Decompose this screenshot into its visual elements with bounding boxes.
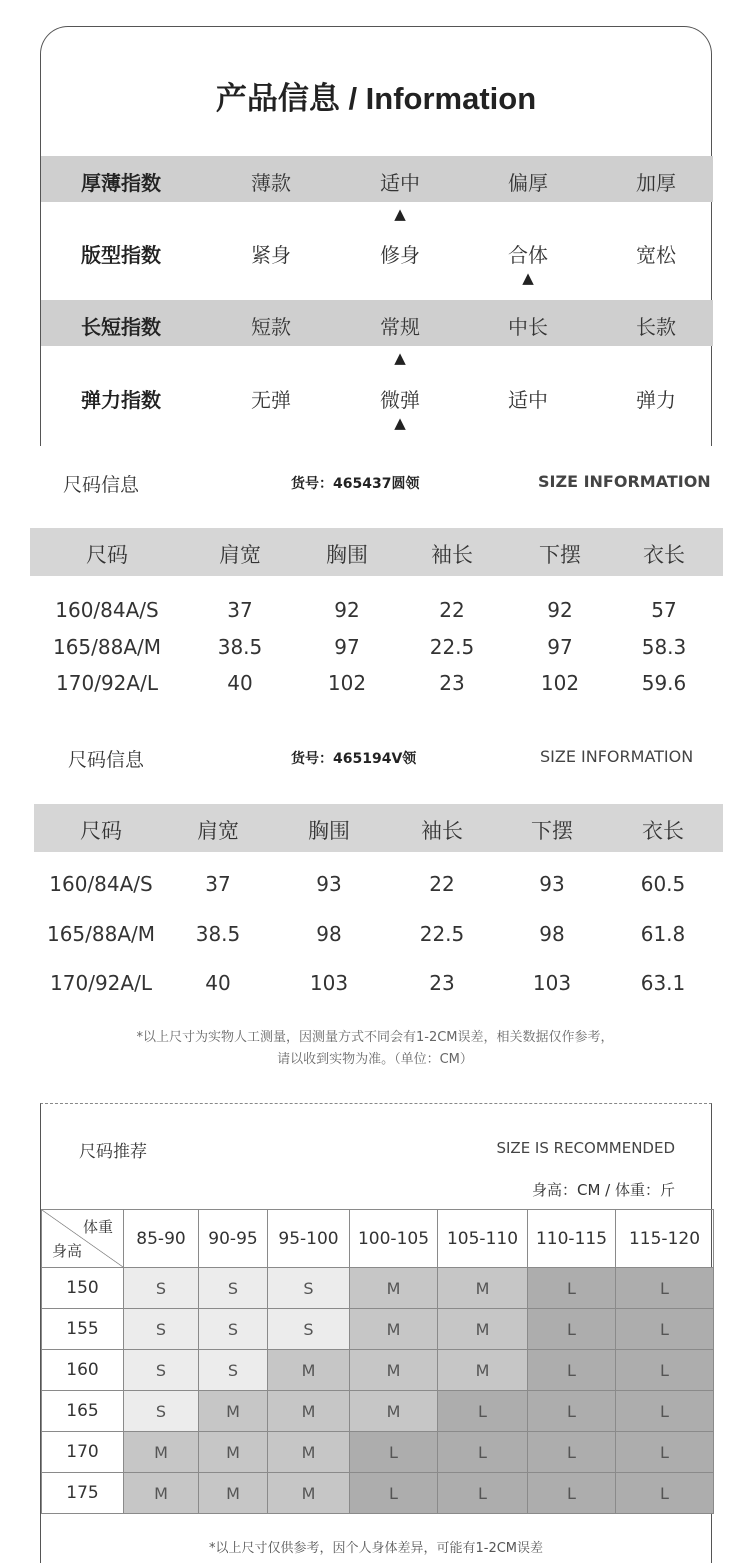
table-row — [0, 635, 750, 661]
size-info-title: 尺码信息 — [63, 474, 140, 496]
size-cell: S — [268, 1268, 350, 1309]
table-cell: 38.5 — [195, 922, 241, 946]
index-option: 合体 — [508, 243, 548, 267]
index-option: 弹力 — [636, 388, 676, 412]
size-cell: L — [616, 1473, 714, 1514]
table-cell: 160/84A/S — [49, 872, 153, 896]
table-cell: 22 — [429, 872, 455, 896]
table-cell: 63.1 — [640, 971, 686, 995]
table-row — [0, 971, 750, 997]
table-row — [42, 1309, 714, 1350]
column-header: 肩宽 — [197, 819, 239, 843]
selected-marker-icon: ▲ — [394, 414, 406, 432]
table-row — [42, 1391, 714, 1432]
index-option: 长款 — [636, 315, 676, 339]
thickness-index-label: 厚薄指数 — [81, 171, 161, 195]
table-cell: 23 — [439, 671, 465, 695]
weight-range-header: 95-100 — [268, 1210, 350, 1268]
weight-range-header: 110-115 — [528, 1210, 616, 1268]
table-cell: 102 — [327, 671, 367, 695]
size-cell: M — [438, 1309, 528, 1350]
length-index-row — [41, 300, 713, 346]
height-axis-label: 身高 — [52, 1242, 83, 1260]
height-cell: 175 — [42, 1473, 124, 1514]
size-cell: L — [616, 1432, 714, 1473]
size-cell: L — [528, 1391, 616, 1432]
index-option: 常规 — [380, 315, 420, 339]
size-cell: S — [124, 1350, 199, 1391]
diagonal-divider — [42, 1210, 123, 1267]
table-row — [0, 922, 750, 948]
size-recommendation-title: 尺码推荐 — [79, 1142, 147, 1162]
size-cell: M — [199, 1391, 268, 1432]
table-cell: 93 — [539, 872, 565, 896]
table-cell: 57 — [651, 598, 677, 622]
table-cell: 165/88A/M — [52, 635, 162, 659]
size-cell: L — [616, 1309, 714, 1350]
elasticity-index-label: 弹力指数 — [81, 388, 161, 412]
size-cell: M — [438, 1268, 528, 1309]
size-cell: M — [124, 1473, 199, 1514]
column-header: 胸围 — [308, 819, 350, 843]
measurement-note-line-2: 请以收到实物为准。（单位：CM） — [277, 1052, 473, 1067]
weight-range-header: 90-95 — [199, 1210, 268, 1268]
size-cell: L — [528, 1473, 616, 1514]
item-code: 货号：465194V领 — [291, 751, 417, 767]
size-cell: S — [124, 1268, 199, 1309]
table-cell: 40 — [205, 971, 231, 995]
size-cell: S — [268, 1309, 350, 1350]
corner-header-cell — [42, 1210, 124, 1268]
table-cell: 58.3 — [641, 635, 687, 659]
column-header: 袖长 — [421, 819, 463, 843]
table-cell: 97 — [547, 635, 573, 659]
size-cell: M — [268, 1473, 350, 1514]
column-header: 衣长 — [643, 543, 685, 567]
size-recommendation-en: SIZE IS RECOMMENDED — [496, 1139, 675, 1157]
weight-range-header: 85-90 — [124, 1210, 199, 1268]
size-cell: M — [268, 1432, 350, 1473]
size-cell: M — [350, 1391, 438, 1432]
measurement-note-line-1: *以上尺寸为实物人工测量，因测量方式不同会有1-2CM误差，相关数据仅作参考， — [136, 1030, 614, 1045]
column-header: 衣长 — [642, 819, 684, 843]
elasticity-index-row — [41, 346, 713, 444]
table-cell: 22.5 — [419, 922, 465, 946]
size-cell: S — [199, 1268, 268, 1309]
table-cell: 22 — [439, 598, 465, 622]
size-info-title: 尺码信息 — [68, 749, 145, 771]
size-cell: L — [528, 1309, 616, 1350]
index-option: 紧身 — [251, 243, 291, 267]
table-cell: 98 — [539, 922, 565, 946]
size-recommendation-card — [40, 1103, 712, 1563]
column-header: 下摆 — [531, 819, 573, 843]
size-info-en: SIZE INFORMATION — [540, 747, 694, 766]
size-info-en: SIZE INFORMATION — [538, 472, 711, 491]
size-table-2-header — [34, 804, 723, 852]
weight-range-header: 105-110 — [438, 1210, 528, 1268]
size-cell: L — [616, 1268, 714, 1309]
table-cell: 22.5 — [429, 635, 475, 659]
index-option: 短款 — [251, 315, 291, 339]
height-cell: 170 — [42, 1432, 124, 1473]
index-option: 中长 — [508, 315, 548, 339]
table-cell: 170/92A/L — [56, 671, 158, 695]
selected-marker-icon: ▲ — [522, 269, 534, 287]
index-option: 修身 — [380, 243, 420, 267]
index-option: 加厚 — [636, 171, 676, 195]
size-cell: L — [528, 1350, 616, 1391]
size-info-header-2 — [0, 745, 750, 775]
measurement-note — [0, 1027, 750, 1071]
size-cell: S — [124, 1391, 199, 1432]
size-cell: L — [438, 1391, 528, 1432]
size-cell: M — [350, 1268, 438, 1309]
table-row — [0, 872, 750, 898]
size-recommendation-table — [41, 1209, 714, 1514]
size-cell: S — [124, 1309, 199, 1350]
thickness-index-row — [41, 156, 713, 202]
size-cell: M — [268, 1350, 350, 1391]
item-code: 货号：465437圆领 — [291, 476, 420, 492]
size-cell: M — [199, 1432, 268, 1473]
table-row — [42, 1432, 714, 1473]
size-table-1-header — [30, 528, 723, 576]
size-cell: M — [268, 1391, 350, 1432]
column-header: 尺码 — [80, 819, 122, 843]
table-cell: 92 — [334, 598, 360, 622]
table-cell: 103 — [309, 971, 349, 995]
table-row — [42, 1473, 714, 1514]
table-cell: 97 — [334, 635, 360, 659]
size-cell: L — [528, 1432, 616, 1473]
fit-index-row — [41, 202, 713, 300]
table-cell: 92 — [547, 598, 573, 622]
height-cell: 160 — [42, 1350, 124, 1391]
size-cell: S — [199, 1350, 268, 1391]
recommendation-footnote: *以上尺寸仅供参考，因个人身体差异，可能有1-2CM误差 — [208, 1541, 544, 1556]
index-option: 适中 — [380, 171, 420, 195]
size-cell: L — [528, 1268, 616, 1309]
column-header: 胸围 — [326, 543, 368, 567]
unit-label: 身高：CM / 体重：斤 — [531, 1181, 675, 1199]
column-header: 袖长 — [431, 543, 473, 567]
size-cell: M — [199, 1473, 268, 1514]
weight-range-header: 115-120 — [616, 1210, 714, 1268]
index-option: 偏厚 — [508, 171, 548, 195]
table-cell: 40 — [227, 671, 253, 695]
table-cell: 170/92A/L — [50, 971, 152, 995]
table-cell: 60.5 — [640, 872, 686, 896]
index-option: 适中 — [508, 388, 548, 412]
column-header: 尺码 — [86, 543, 128, 567]
size-cell: M — [350, 1309, 438, 1350]
table-row — [42, 1350, 714, 1391]
height-cell: 155 — [42, 1309, 124, 1350]
table-cell: 61.8 — [640, 922, 686, 946]
height-cell: 165 — [42, 1391, 124, 1432]
size-cell: M — [438, 1350, 528, 1391]
size-cell: L — [616, 1391, 714, 1432]
size-info-header-1 — [0, 470, 750, 500]
fit-index-label: 版型指数 — [81, 243, 161, 267]
size-cell: M — [124, 1432, 199, 1473]
length-index-label: 长短指数 — [81, 315, 161, 339]
index-option: 无弹 — [251, 388, 291, 412]
table-cell: 165/88A/M — [46, 922, 156, 946]
size-cell: M — [350, 1350, 438, 1391]
table-row — [0, 671, 750, 697]
table-row — [0, 598, 750, 624]
selected-marker-icon: ▲ — [394, 205, 406, 223]
table-cell: 37 — [227, 598, 253, 622]
weight-axis-label: 体重 — [82, 1218, 113, 1236]
product-info-title: 产品信息 / Information — [215, 81, 537, 116]
product-info-card — [40, 26, 712, 446]
table-cell: 37 — [205, 872, 231, 896]
size-cell: L — [350, 1473, 438, 1514]
table-cell: 38.5 — [217, 635, 263, 659]
index-option: 薄款 — [251, 171, 291, 195]
table-cell: 98 — [316, 922, 342, 946]
table-cell: 23 — [429, 971, 455, 995]
size-cell: S — [199, 1309, 268, 1350]
column-header: 下摆 — [539, 543, 581, 567]
selected-marker-icon: ▲ — [394, 349, 406, 367]
table-cell: 93 — [316, 872, 342, 896]
table-cell: 160/84A/S — [55, 598, 159, 622]
table-cell: 59.6 — [641, 671, 687, 695]
index-option: 微弹 — [380, 388, 420, 412]
column-header: 肩宽 — [219, 543, 261, 567]
index-option: 宽松 — [636, 243, 676, 267]
table-cell: 102 — [540, 671, 580, 695]
table-row — [42, 1268, 714, 1309]
size-cell: L — [438, 1473, 528, 1514]
table-cell: 103 — [532, 971, 572, 995]
size-cell: L — [438, 1432, 528, 1473]
size-cell: L — [616, 1350, 714, 1391]
height-cell: 150 — [42, 1268, 124, 1309]
weight-range-header: 100-105 — [350, 1210, 438, 1268]
weight-header-row — [42, 1210, 714, 1268]
size-cell: L — [350, 1432, 438, 1473]
